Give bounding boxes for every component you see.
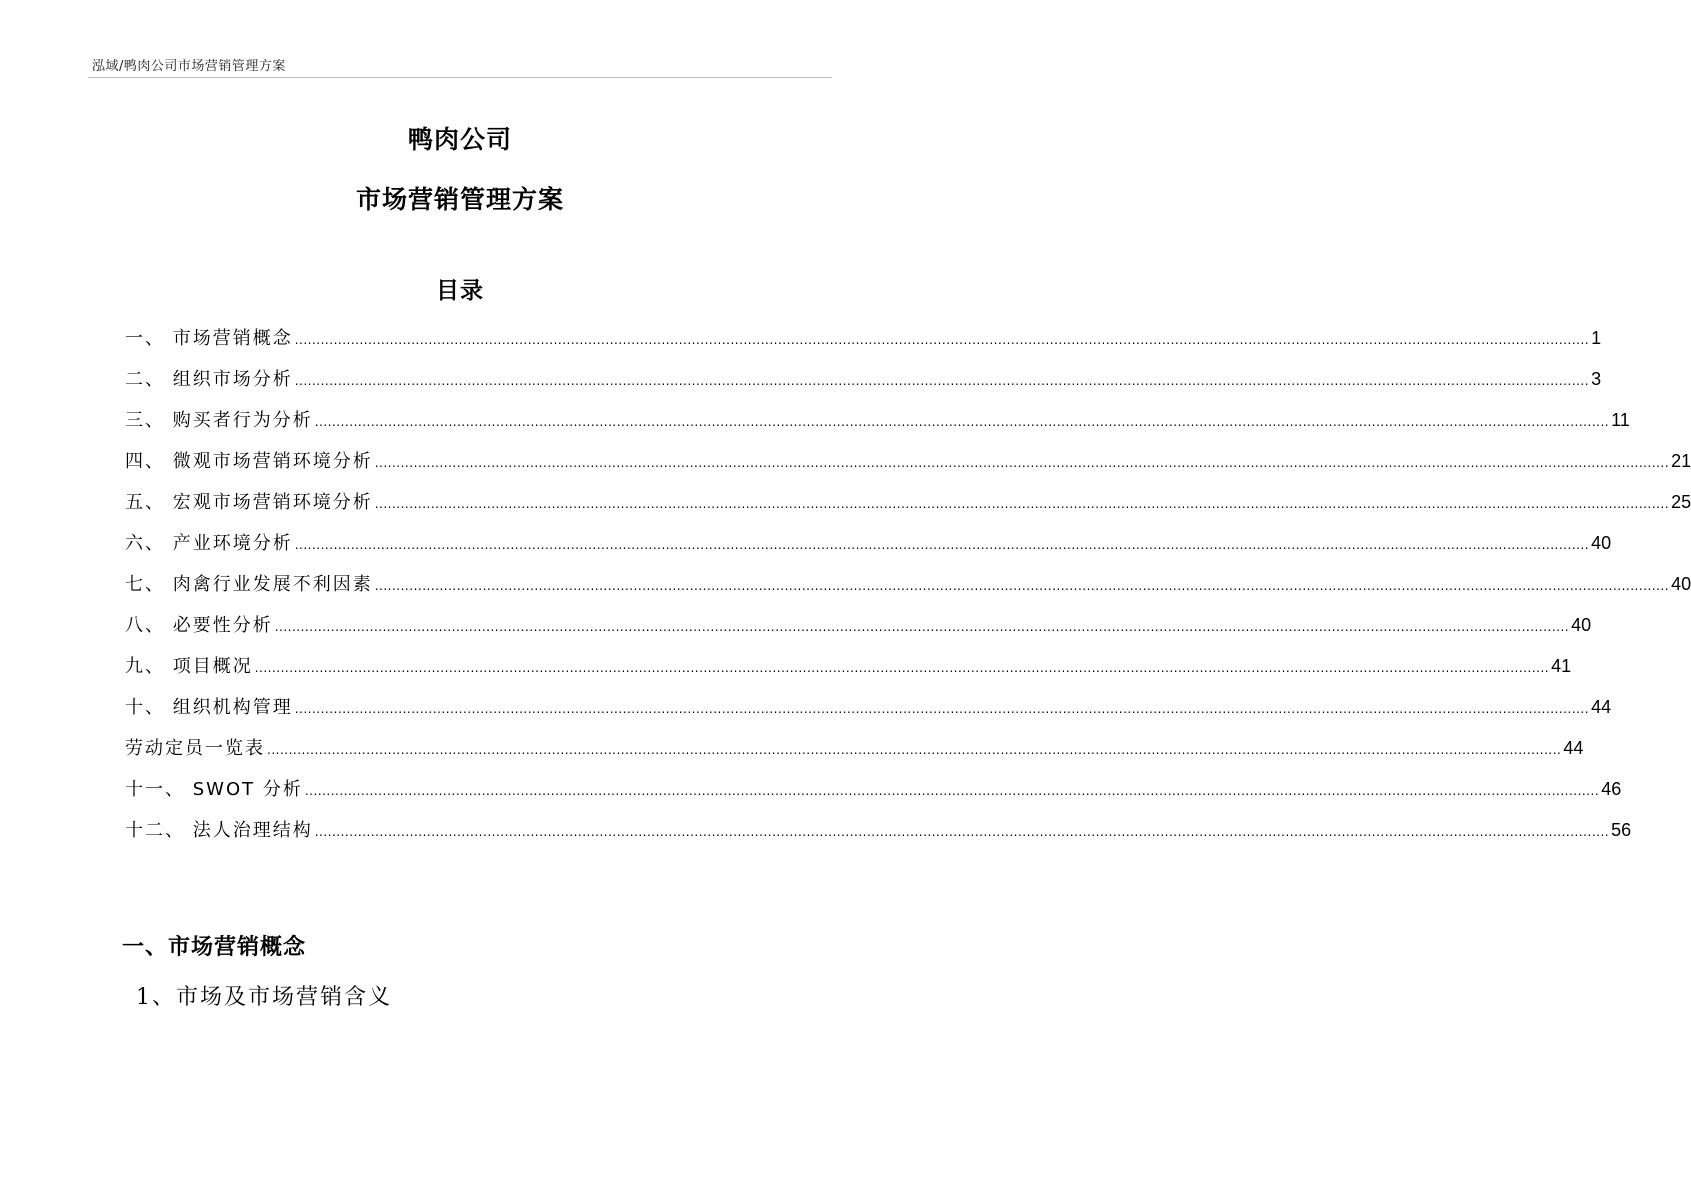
toc-entry[interactable] bbox=[125, 406, 1630, 447]
toc-entry-page-number: 3 bbox=[1591, 369, 1602, 389]
toc-entry-page-number: 41 bbox=[1551, 656, 1572, 676]
toc-entry-label: 七、 肉禽行业发展不利因素 bbox=[125, 574, 373, 595]
toc-entry-label: 八、 必要性分析 bbox=[125, 615, 273, 636]
toc-dot-leader: ............................................................................................................................................................................................................................................................................................................ bbox=[294, 333, 1590, 347]
toc-entry-page-number: 46 bbox=[1601, 779, 1622, 799]
toc-dot-leader: ............................................................................................................................................................................................................................................................................................................ bbox=[374, 497, 1670, 511]
toc-entry-label: 一、 市场营销概念 bbox=[125, 328, 293, 349]
toc-entry[interactable] bbox=[125, 611, 1592, 652]
toc-entry-page-number: 44 bbox=[1591, 697, 1612, 717]
toc-dot-leader: ............................................................................................................................................................................................................................................................................................................ bbox=[314, 825, 1610, 839]
toc-entry[interactable] bbox=[125, 652, 1572, 693]
toc-dot-leader: ............................................................................................................................................................................................................................................................................................................ bbox=[374, 579, 1670, 593]
toc-entry[interactable] bbox=[125, 693, 1612, 734]
table-of-contents bbox=[125, 324, 1691, 857]
toc-entry-page-number: 11 bbox=[1611, 410, 1630, 430]
header-divider bbox=[88, 77, 832, 78]
toc-heading: 目录 bbox=[436, 278, 484, 304]
document-title-company: 鸭肉公司 bbox=[407, 125, 512, 154]
sub-heading: 1、市场及市场营销含义 bbox=[136, 985, 392, 1010]
toc-entry[interactable] bbox=[125, 488, 1691, 529]
toc-entry[interactable] bbox=[125, 734, 1584, 775]
toc-dot-leader: ............................................................................................................................................................................................................................................................................................................ bbox=[294, 538, 1590, 552]
toc-entry-page-number: 40 bbox=[1671, 574, 1691, 594]
toc-dot-leader: ............................................................................................................................................................................................................................................................................................................ bbox=[294, 702, 1590, 716]
running-header: 泓域/鸭肉公司市场营销管理方案 bbox=[92, 59, 286, 74]
toc-entry-page-number: 25 bbox=[1671, 492, 1691, 512]
toc-dot-leader: ............................................................................................................................................................................................................................................................................................................ bbox=[304, 784, 1600, 798]
toc-entry-page-number: 21 bbox=[1671, 451, 1691, 471]
toc-entry-page-number: 40 bbox=[1571, 615, 1592, 635]
toc-dot-leader: ............................................................................................................................................................................................................................................................................................................ bbox=[274, 620, 1570, 634]
toc-entry[interactable] bbox=[125, 775, 1622, 816]
toc-entry-label: 十一、 SWOT 分析 bbox=[125, 779, 303, 800]
toc-dot-leader: ............................................................................................................................................................................................................................................................................................................ bbox=[254, 661, 1550, 675]
toc-entry[interactable] bbox=[125, 365, 1602, 406]
toc-entry[interactable] bbox=[125, 816, 1632, 857]
toc-entry-page-number: 1 bbox=[1591, 328, 1602, 348]
toc-entry-label: 二、 组织市场分析 bbox=[125, 369, 293, 390]
toc-entry-label: 三、 购买者行为分析 bbox=[125, 410, 313, 431]
toc-entry-label: 五、 宏观市场营销环境分析 bbox=[125, 492, 373, 513]
toc-entry-label: 十二、 法人治理结构 bbox=[125, 820, 313, 841]
toc-entry-label: 四、 微观市场营销环境分析 bbox=[125, 451, 373, 472]
toc-entry[interactable] bbox=[125, 529, 1612, 570]
toc-entry[interactable] bbox=[125, 324, 1602, 365]
toc-entry-page-number: 56 bbox=[1611, 820, 1632, 840]
toc-dot-leader: ............................................................................................................................................................................................................................................................................................................ bbox=[294, 374, 1590, 388]
toc-dot-leader: ............................................................................................................................................................................................................................................................................................................ bbox=[314, 415, 1610, 429]
toc-entry-label: 劳动定员一览表 bbox=[125, 738, 265, 759]
toc-entry[interactable] bbox=[125, 447, 1691, 488]
document-title-plan: 市场营销管理方案 bbox=[355, 185, 564, 214]
toc-entry-page-number: 40 bbox=[1591, 533, 1612, 553]
toc-dot-leader: ............................................................................................................................................................................................................................................................................................................ bbox=[267, 743, 1562, 757]
toc-entry-label: 十、 组织机构管理 bbox=[125, 697, 293, 718]
toc-entry-label: 六、 产业环境分析 bbox=[125, 533, 293, 554]
toc-entry-label: 九、 项目概况 bbox=[125, 656, 253, 677]
section-heading: 一、市场营销概念 bbox=[122, 935, 307, 960]
toc-entry-page-number: 44 bbox=[1563, 738, 1584, 758]
toc-dot-leader: ............................................................................................................................................................................................................................................................................................................ bbox=[374, 456, 1670, 470]
toc-entry[interactable] bbox=[125, 570, 1691, 611]
